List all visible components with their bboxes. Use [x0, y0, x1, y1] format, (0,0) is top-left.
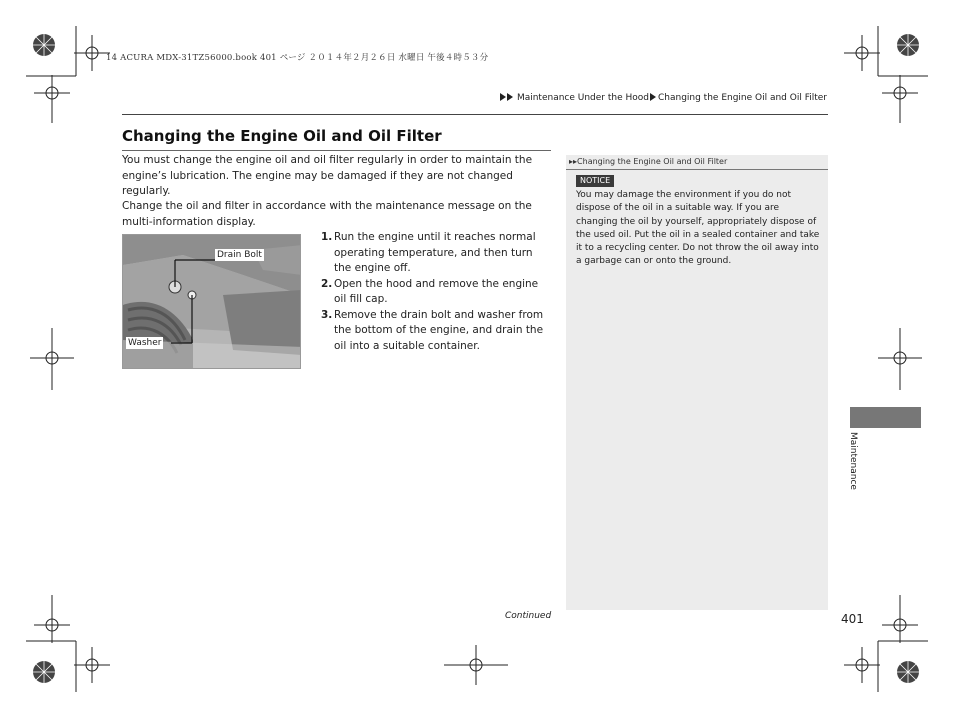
- steps-list: [321, 230, 553, 354]
- notice-text: You may damage the environment if you do not dispose of the oil in a suitable way. If you are changing the oil by yourself, appropriately dispose of the used oil. Put the oil in a sealed container and take it to a recycling center. Do not throw the oil away into a garbage can or onto the ground.: [576, 190, 820, 267]
- page-number: 401: [841, 612, 864, 626]
- chapter-tab[interactable]: [850, 407, 921, 428]
- intro-paragraph: You must change the engine oil and oil filter regularly in order to maintain the engine’s lubrication. The engine may be damaged if they are not changed regularly.: [122, 154, 533, 197]
- triangle-icon: [500, 93, 506, 101]
- double-chevron-icon: ▸▸: [569, 157, 578, 166]
- chapter-tab-label: Maintenance: [848, 432, 858, 490]
- breadcrumb-current: Changing the Engine Oil and Oil Filter: [657, 93, 827, 103]
- continued-label: Continued: [505, 611, 552, 621]
- sidebar-heading: ▸▸Changing the Engine Oil and Oil Filter: [566, 155, 828, 170]
- list-item: 3. Remove the drain bolt and washer from the bottom of the engine, and drain the oil into a suitable container.: [321, 308, 544, 352]
- engine-drain-figure: [122, 234, 301, 369]
- notice-badge: NOTICE: [576, 175, 614, 187]
- instruction-paragraph: Change the oil and filter in accordance with the maintenance message on the multi-information display.: [122, 200, 532, 228]
- drain-bolt-label: Drain Bolt: [217, 250, 262, 260]
- page-title: Changing the Engine Oil and Oil Filter: [122, 127, 442, 145]
- breadcrumb: [500, 93, 827, 103]
- breadcrumb-parent[interactable]: Maintenance Under the Hood: [516, 93, 649, 103]
- triangle-icon: [507, 93, 513, 101]
- washer-label: Washer: [128, 338, 162, 348]
- print-header: 14 ACURA MDX-31TZ56000.book 401 ページ ２０１４年２月２６日 水曜日 午後４時５３分: [106, 53, 489, 63]
- triangle-icon: [650, 93, 656, 101]
- list-item: 1. Run the engine until it reaches normal operating temperature, and then turn the engine off.: [321, 231, 536, 274]
- header-rule: [122, 114, 828, 115]
- list-item: 2. Open the hood and remove the engine oil fill cap.: [321, 277, 539, 305]
- title-rule: [122, 150, 551, 151]
